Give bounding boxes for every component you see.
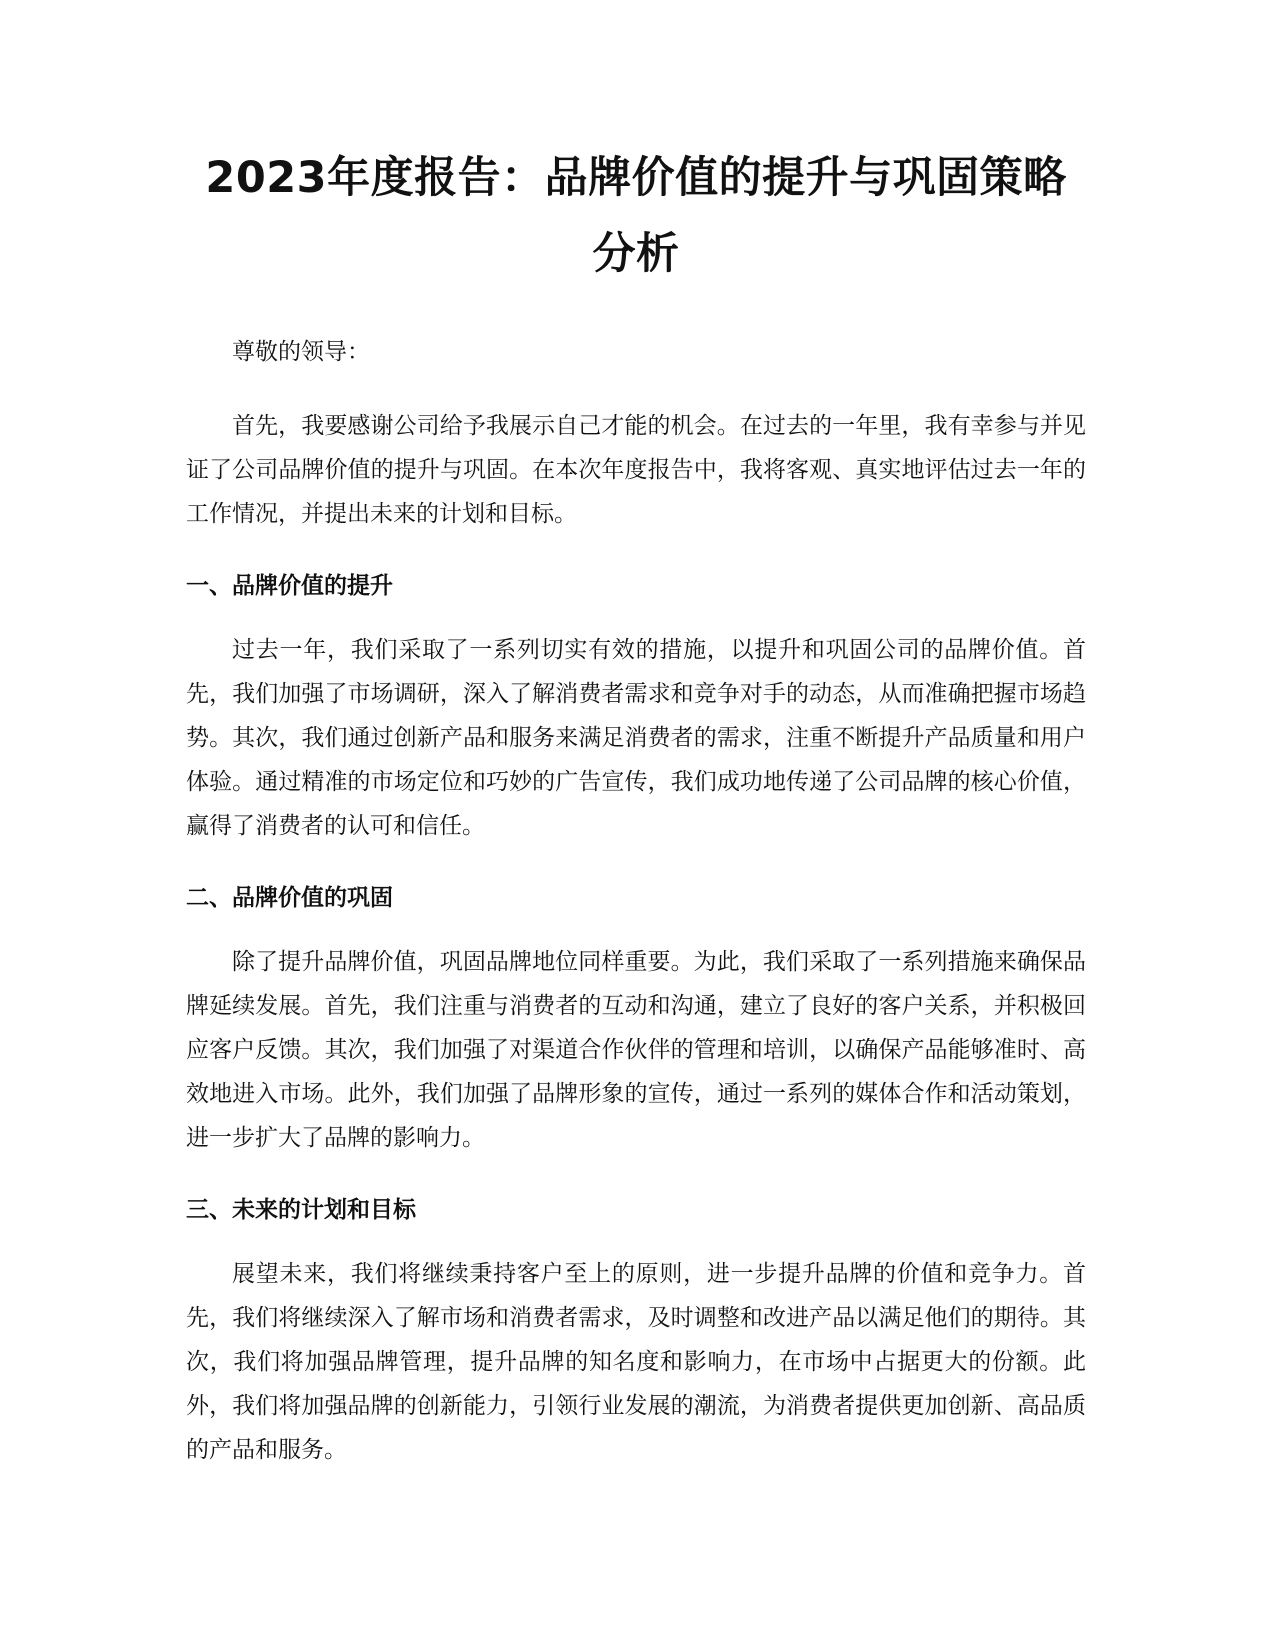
intro-paragraph: 首先，我要感谢公司给予我展示自己才能的机会。在过去的一年里，我有幸参与并见证了公司品牌价值的提升与巩固。在本次年度报告中，我将客观、真实地评估过去一年的工作情况，并提出未来的计划和目标。 (186, 413, 1086, 527)
salutation: 尊敬的领导： (232, 339, 370, 365)
section-heading-brand-value-improvement: 一、品牌价值的提升 (186, 573, 393, 599)
section-body-future-plans: 展望未来，我们将继续秉持客户至上的原则，进一步提升品牌的价值和竞争力。首先，我们将继续深入了解市场和消费者需求，及时调整和改进产品以满足他们的期待。其次，我们将加强品牌管理，提升品牌的知名度和影响力，在市场中占据更大的份额。此外，我们将加强品牌的创新能力，引领行业发展的潮流，为消费者提供更加创新、高品质的产品和服务。 (186, 1261, 1086, 1463)
section-body-brand-value-improvement: 过去一年，我们采取了一系列切实有效的措施，以提升和巩固公司的品牌价值。首先，我们加强了市场调研，深入了解消费者需求和竞争对手的动态，从而准确把握市场趋势。其次，我们通过创新产品和服务来满足消费者的需求，注重不断提升产品质量和用户体验。通过精准的市场定位和巧妙的广告宣传，我们成功地传递了公司品牌的核心价值，赢得了消费者的认可和信任。 (186, 637, 1086, 839)
section-heading-brand-value-consolidation: 二、品牌价值的巩固 (186, 885, 393, 911)
document-page (186, 140, 1086, 1472)
section-body-brand-value-consolidation: 除了提升品牌价值，巩固品牌地位同样重要。为此，我们采取了一系列措施来确保品牌延续发展。首先，我们注重与消费者的互动和沟通，建立了良好的客户关系，并积极回应客户反馈。其次，我们加强了对渠道合作伙伴的管理和培训，以确保产品能够准时、高效地进入市场。此外，我们加强了品牌形象的宣传，通过一系列的媒体合作和活动策划，进一步扩大了品牌的影响力。 (186, 949, 1086, 1151)
section-heading-future-plans: 三、未来的计划和目标 (186, 1197, 416, 1223)
document-title: 2023年度报告：品牌价值的提升与巩固策略分析 (205, 153, 1067, 279)
